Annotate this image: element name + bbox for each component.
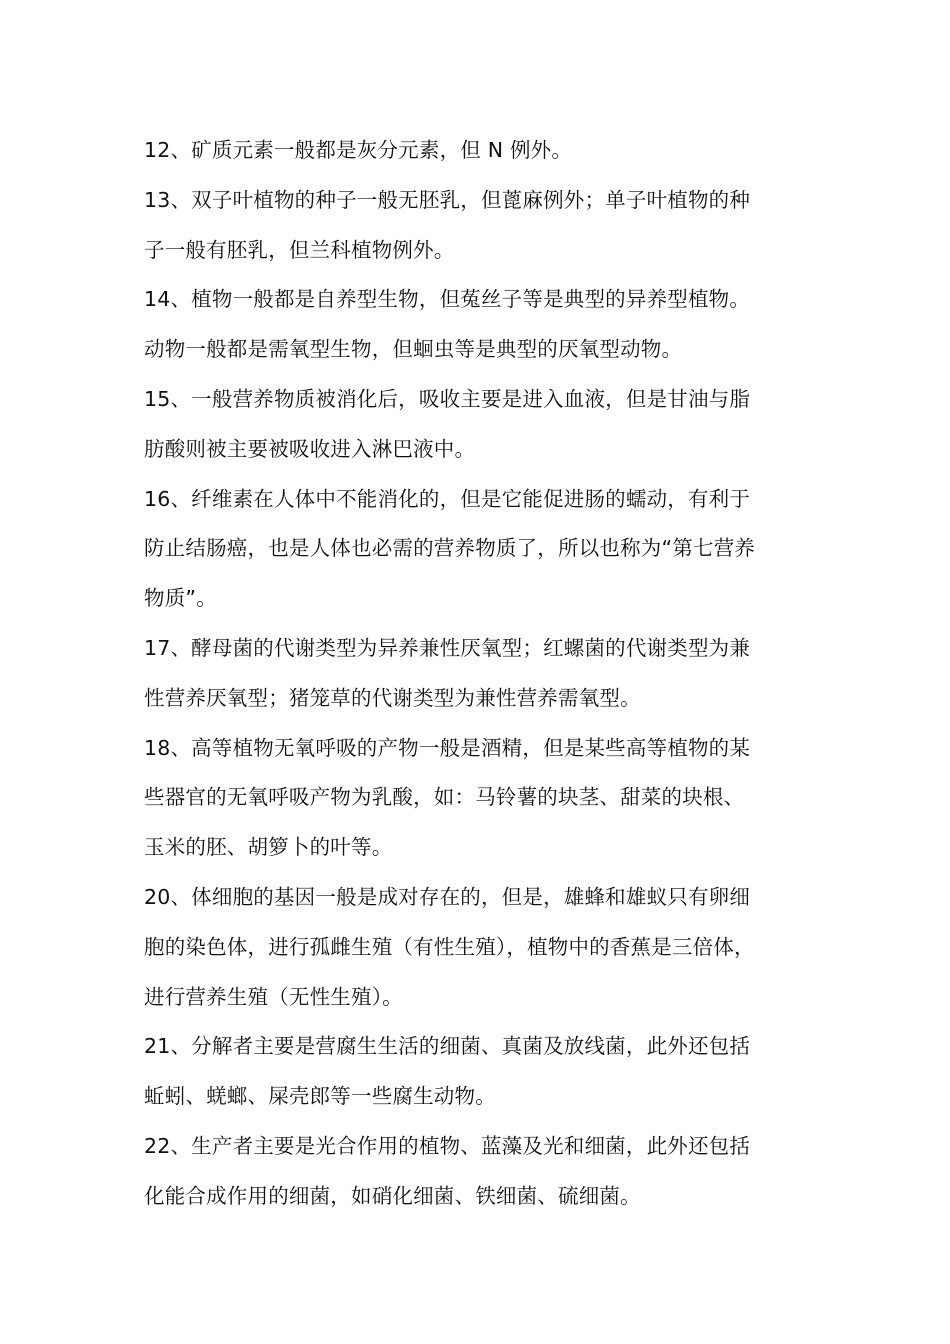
text-line: 22、生产者主要是光合作用的植物、蓝藻及光和细菌，此外还包括: [144, 1133, 751, 1158]
text-line: 13、双子叶植物的种子一般无胚乳，但蓖麻例外；单子叶植物的种: [144, 187, 751, 212]
text-line: 12、矿质元素一般都是灰分元素，但 N 例外。: [144, 138, 573, 162]
text-line: 16、纤维素在人体中不能消化的，但是它能促进肠的蠕动，有利于: [144, 486, 751, 511]
text-line: 胞的染色体，进行孤雌生殖（有性生殖），植物中的香蕉是三倍体，: [144, 934, 755, 959]
text-line: 15、一般营养物质被消化后，吸收主要是进入血液，但是甘油与脂: [144, 386, 751, 411]
text-line: 子一般有胚乳，但兰科植物例外。: [144, 237, 455, 262]
text-line: 些器官的无氧呼吸产物为乳酸，如：马铃薯的块茎、甜菜的块根、: [144, 785, 745, 810]
text-line: 动物一般都是需氧型生物，但蛔虫等是典型的厌氧型动物。: [144, 337, 683, 362]
text-line: 性营养厌氧型；猪笼草的代谢类型为兼性营养需氧型。: [144, 685, 641, 710]
text-line: 14、植物一般都是自养型生物，但菟丝子等是典型的异养型植物。: [144, 287, 751, 312]
text-line: 防止结肠癌，也是人体也必需的营养物质了，所以也称为“第七营养: [144, 536, 756, 561]
text-line: 进行营养生殖（无性生殖）。: [144, 984, 403, 1009]
text-line: 17、酵母菌的代谢类型为异养兼性厌氧型；红螺菌的代谢类型为兼: [144, 635, 751, 660]
document-body: [144, 126, 844, 1222]
text-line: 玉米的胚、胡箩卜的叶等。: [144, 835, 393, 860]
text-line: 化能合成作用的细菌，如硝化细菌、铁细菌、硫细菌。: [144, 1183, 641, 1208]
text-line: 18、高等植物无氧呼吸的产物一般是酒精，但是某些高等植物的某: [144, 735, 751, 760]
text-line: 肪酸则被主要被吸收进入淋巴液中。: [144, 436, 476, 461]
text-line: 物质”。: [144, 586, 217, 611]
text-line: 20、体细胞的基因一般是成对存在的，但是，雄蜂和雄蚁只有卵细: [144, 884, 751, 909]
text-line: 21、分解者主要是营腐生生活的细菌、真菌及放线菌，此外还包括: [144, 1034, 751, 1059]
text-line: 蚯蚓、蜣螂、屎壳郎等一些腐生动物。: [144, 1084, 496, 1109]
